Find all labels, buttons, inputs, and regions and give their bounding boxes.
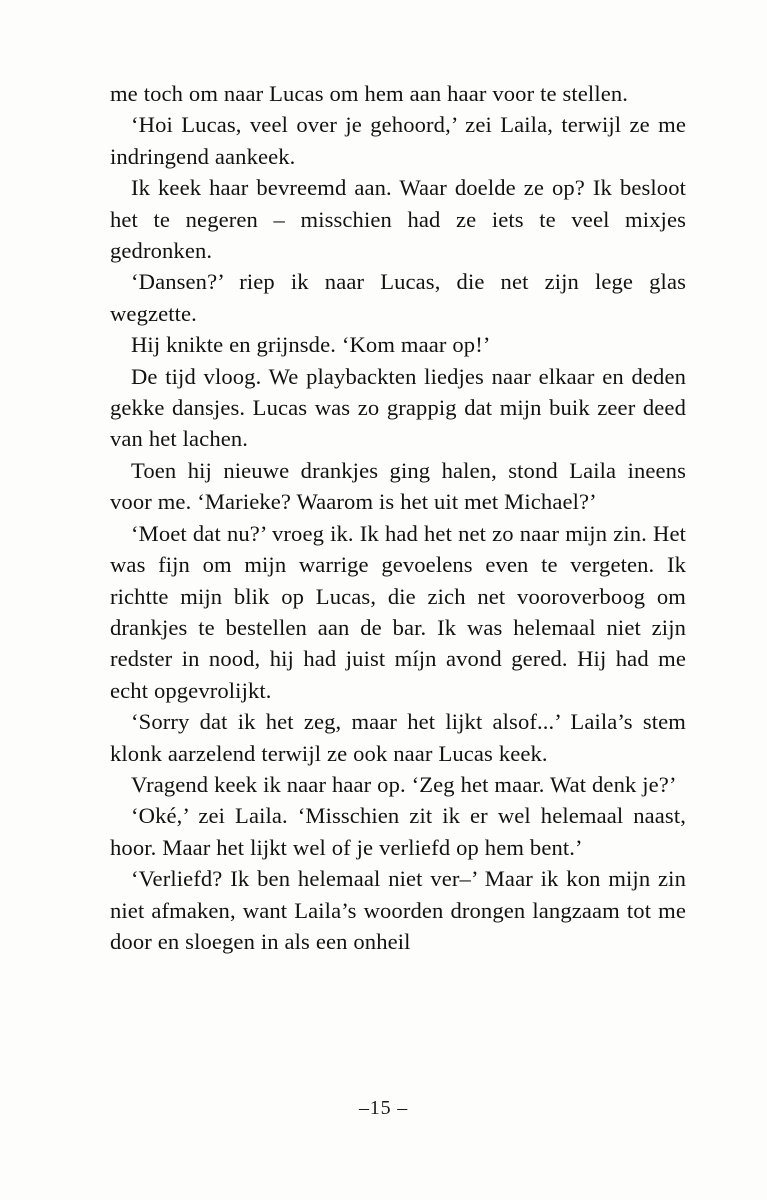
page-number: –15 –: [359, 1097, 408, 1119]
paragraph: ‘Hoi Lucas, veel over je gehoord,’ zei Laila, terwijl ze me indringend aankeek.: [110, 112, 686, 169]
paragraph: ‘Oké,’ zei Laila. ‘Misschien zit ik er wel helemaal naast, hoor. Maar het lijkt wel of je verliefd op hem bent.’: [110, 803, 686, 860]
paragraph: ‘Dansen?’ riep ik naar Lucas, die net zijn lege glas wegzette.: [110, 269, 686, 326]
paragraph: me toch om naar Lucas om hem aan haar voor te stellen.: [110, 81, 629, 106]
paragraph: ‘Verliefd? Ik ben helemaal niet ver–’ Maar ik kon mijn zin niet afmaken, want Laila’s woorden drongen langzaam tot me door en sloegen in als een onheil: [110, 866, 686, 954]
paragraph: Toen hij nieuwe drankjes ging halen, stond Laila ineens voor me. ‘Marieke? Waarom is het uit met Michael?’: [110, 457, 686, 515]
paragraph: De tijd vloog. We playbackten liedjes naar elkaar en deden gekke dansjes. Lucas was zo grappig dat mijn buik zeer deed van het lachen.: [110, 363, 686, 452]
paragraph: Hij knikte en grijnsde. ‘Kom maar op!’: [131, 332, 491, 358]
paragraph: Ik keek haar bevreemd aan. Waar doelde ze op? Ik besloot het te negeren – misschien had ze iets te veel mixjes gedronken.: [110, 175, 686, 264]
paragraph: ‘Sorry dat ik het zeg, maar het lijkt alsof...’ Laila’s stem klonk aarzelend terwijl ze ook naar Lucas keek.: [110, 709, 686, 766]
paragraph: ‘Moet dat nu?’ vroeg ik. Ik had het net zo naar mijn zin. Het was fijn om mijn warrige gevoelens even te vergeten. Ik richtte mijn blik op Lucas, die zich net vooroverboog om drankjes te bestellen aan de bar. Ik was helemaal niet zijn redster in nood, hij had juist míjn avond gered. Hij had me echt opgevrolijkt.: [110, 520, 686, 703]
paragraph: Vragend keek ik naar haar op. ‘Zeg het maar. Wat denk je?’: [131, 771, 677, 797]
body-text-block: [110, 78, 686, 957]
